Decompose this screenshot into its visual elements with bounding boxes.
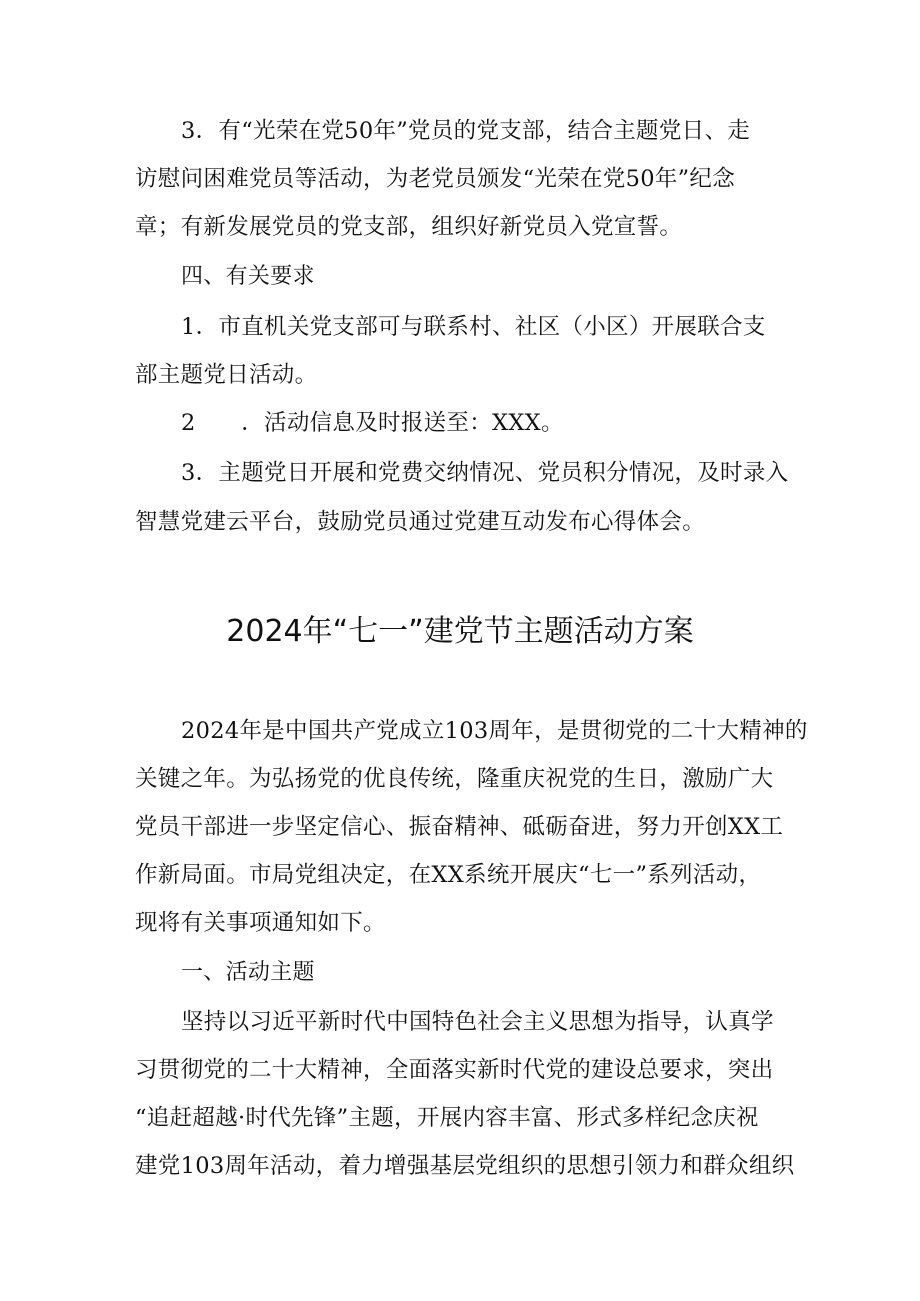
intro-line-4: 作新局面。市局党组决定，在XX系统开展庆“七一”系列活动， [135,862,762,888]
intro-line-3: 党员干部进一步坚定信心、振奋精神、砥砺奋进，努力开创XX工 [135,814,784,840]
theme-line-4: 建党103周年活动，着力增强基层党组织的思想引领力和群众组织 [135,1153,795,1179]
requirement-3-line-1: 3．主题党日开展和党费交纳情况、党员积分情况，及时录入 [181,460,789,486]
item-3-line-1: 3．有“光荣在党50年”党员的党支部，结合主题党日、走 [181,118,751,144]
document-title: 2024年“七一”建党节主题活动方案 [226,614,694,649]
item-3-line-2: 访慰问困难党员等活动，为老党员颁发“光荣在党50年”纪念 [135,166,736,192]
requirement-2-line: 2 ．活动信息及时报送至：XXX。 [181,410,564,436]
item-3-line-3: 章；有新发展党员的党支部，组织好新党员入党宣誓。 [135,214,683,240]
section-1-heading: 一、活动主题 [181,960,315,985]
theme-line-2: 习贯彻党的二十大精神，全面落实新时代党的建设总要求，突出 [135,1057,774,1083]
requirement-1-line-2: 部主题党日活动。 [135,362,318,388]
intro-line-2: 关键之年。为弘扬党的优良传统，隆重庆祝党的生日，激励广大 [135,766,774,792]
section-4-heading: 四、有关要求 [181,264,315,289]
theme-line-3: “追赶超越·时代先锋”主题，开展内容丰富、形式多样纪念庆祝 [135,1105,759,1131]
intro-line-1: 2024年是中国共产党成立103周年，是贯彻党的二十大精神的 [181,718,808,744]
requirement-3-line-2: 智慧党建云平台，鼓励党员通过党建互动发布心得体会。 [135,509,706,535]
requirement-1-line-1: 1．市直机关党支部可与联系村、社区（小区）开展联合支 [181,314,766,340]
theme-line-1: 坚持以习近平新时代中国特色社会主义思想为指导，认真学 [181,1009,774,1035]
intro-line-5: 现将有关事项通知如下。 [135,910,386,936]
